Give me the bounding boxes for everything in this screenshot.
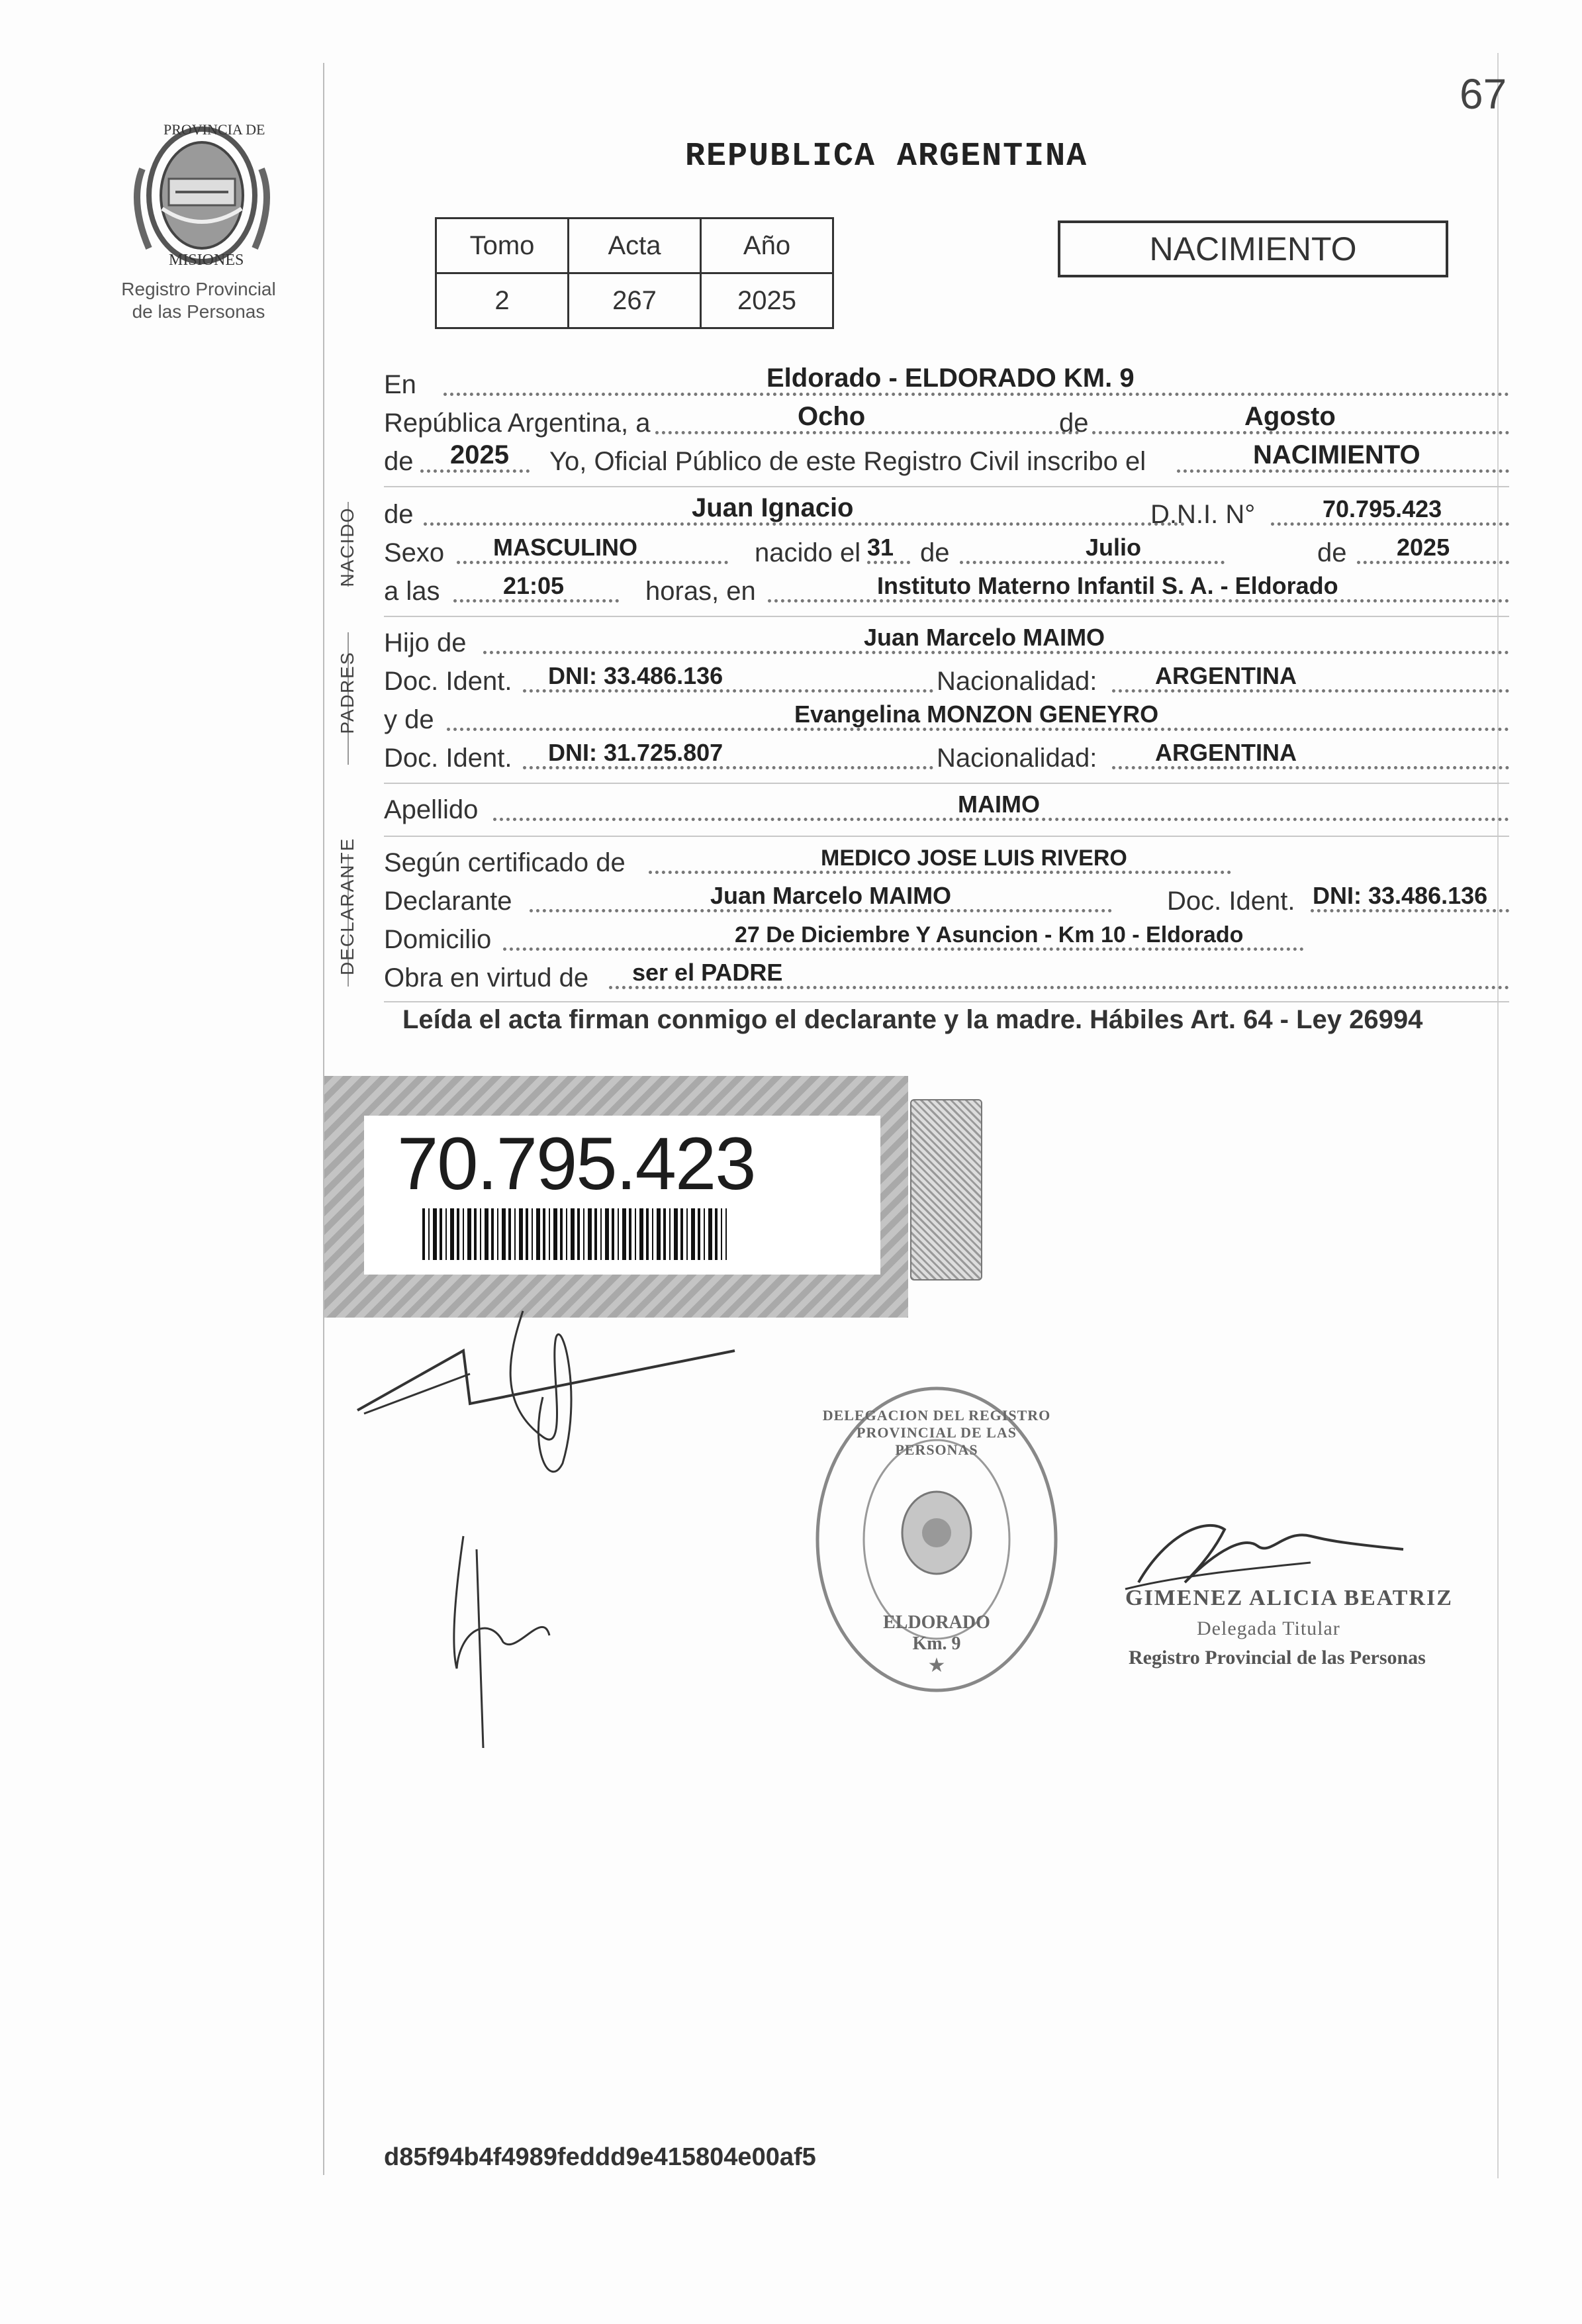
page-title: REPUBLICA ARGENTINA: [685, 138, 1088, 175]
value-surname: MAIMO: [958, 791, 1040, 818]
value-year: 2025: [450, 440, 509, 469]
row-certificate: [384, 841, 1509, 881]
value-child-dni: 70.795.423: [1323, 495, 1442, 522]
label-de: de: [384, 500, 414, 529]
row-date: [384, 401, 1509, 441]
value-child-name: Juan Ignacio: [692, 493, 854, 522]
label-segun: Según certificado de: [384, 848, 626, 877]
official-name: GIMENEZ ALICIA BEATRIZ: [1125, 1586, 1453, 1610]
stamp-bottom-text: ELDORADO Km. 9: [883, 1612, 990, 1654]
value-address: 27 De Diciembre Y Asuncion - Km 10 - Eldorado: [735, 922, 1244, 947]
row-surname: [384, 788, 1509, 828]
closing-note: Leída el acta firman conmigo el declarante y la madre. Hábiles Art. 64 - Ley 26994: [402, 1005, 1423, 1034]
label-nacionalidad: Nacionalidad:: [937, 667, 1097, 696]
document-hash: d85f94b4f4989feddd9e415804e00af5: [384, 2143, 816, 2171]
value-birth-day: 31: [867, 534, 894, 561]
record-table-header-cell: Año: [701, 218, 833, 273]
value-place: Eldorado - ELDORADO KM. 9: [767, 363, 1135, 393]
value-birth-month: Julio: [1086, 534, 1142, 561]
row-mother-doc: [384, 736, 1509, 776]
section-divider: [384, 1001, 1509, 1002]
value-mother-nationality: ARGENTINA: [1155, 739, 1297, 766]
label-doc-ident: Doc. Ident.: [384, 667, 512, 696]
registry-label: [99, 278, 298, 323]
hologram-seal: [910, 1099, 982, 1281]
value-father-name: Juan Marcelo MAIMO: [864, 624, 1105, 651]
label-yo: Yo, Oficial Público de este Registro Civil inscribo el: [549, 447, 1146, 476]
row-child: [384, 493, 1509, 532]
label-declarante: Declarante: [384, 887, 512, 916]
value-certificate-by: MEDICO JOSE LUIS RIVERO: [821, 846, 1127, 871]
label-horas-en: horas, en: [645, 577, 756, 606]
seal-text-bottom: MISIONES: [169, 252, 244, 269]
label-obra: Obra en virtud de: [384, 963, 589, 993]
section-divider: [384, 486, 1509, 487]
record-table-header-cell: Acta: [569, 218, 701, 273]
label-nacido-el: nacido el: [755, 538, 861, 567]
label-de: de: [384, 447, 414, 476]
provincial-seal: [122, 116, 281, 281]
id-sticker-label-area: [364, 1116, 880, 1275]
side-label-declarante: DECLARANTE: [337, 837, 357, 975]
label-sexo: Sexo: [384, 538, 445, 567]
label-republica: República Argentina, a: [384, 409, 651, 438]
record-table-cell: 267: [569, 273, 701, 328]
value-birth-year: 2025: [1397, 534, 1450, 561]
label-apellido: Apellido: [384, 795, 479, 824]
page-number: 67: [1460, 70, 1507, 118]
side-label-nacido: NACIDO: [337, 507, 357, 587]
value-birth-place: Instituto Materno Infantil S. A. - Eldorado: [877, 572, 1338, 599]
record-table-header: [436, 218, 833, 273]
record-table-header-cell: Tomo: [436, 218, 569, 273]
official-role: Delegada Titular: [1197, 1618, 1340, 1639]
barcode: [422, 1208, 727, 1260]
value-month: Agosto: [1244, 402, 1336, 431]
dotted-line: [655, 431, 1079, 434]
value-father-nationality: ARGENTINA: [1155, 662, 1297, 689]
label-de: de: [920, 538, 950, 567]
section-divider: [384, 783, 1509, 784]
value-father-doc: DNI: 33.486.136: [548, 662, 723, 689]
section-divider: [384, 616, 1509, 617]
row-mother: [384, 698, 1509, 738]
label-hijo-de: Hijo de: [384, 628, 467, 657]
value-declarant-doc: DNI: 33.486.136: [1313, 882, 1488, 909]
id-sticker-number: 70.795.423: [397, 1122, 755, 1205]
official-stamp: [811, 1380, 1062, 1698]
label-domicilio: Domicilio: [384, 925, 492, 954]
label-a-las: a las: [384, 577, 440, 606]
record-table: [435, 217, 834, 329]
id-sticker: [324, 1076, 908, 1318]
row-place: [384, 363, 1509, 403]
label-y-de: y de: [384, 705, 434, 734]
seal-text-top: PROVINCIA DE: [163, 121, 265, 138]
stamp-ring-text: DELEGACION DEL REGISTRO PROVINCIAL DE LAS PERSONAS: [822, 1407, 1051, 1458]
label-doc-ident: Doc. Ident.: [384, 744, 512, 773]
section-divider: [384, 836, 1509, 837]
registry-label-line2: de las Personas: [132, 301, 265, 322]
row-father-doc: [384, 659, 1509, 699]
value-act-type: NACIMIENTO: [1253, 440, 1420, 469]
value-birth-time: 21:05: [503, 572, 565, 599]
value-day-words: Ocho: [798, 402, 866, 431]
row-declarant: [384, 879, 1509, 919]
row-capacity: [384, 956, 1509, 996]
row-address: [384, 918, 1509, 957]
record-table-cell: 2025: [701, 273, 833, 328]
declarant-signature: [344, 1298, 755, 1748]
label-de: de: [1317, 538, 1347, 567]
record-table-cell: 2: [436, 273, 569, 328]
value-mother-doc: DNI: 31.725.807: [548, 739, 723, 766]
label-de: de: [1059, 409, 1089, 438]
label-en: En: [384, 370, 416, 399]
row-time-place: [384, 569, 1509, 609]
value-sex: MASCULINO: [493, 534, 637, 561]
svg-text:★: ★: [927, 1654, 946, 1677]
registry-label-line1: Registro Provincial: [121, 279, 276, 299]
side-label-padres: PADRES: [337, 651, 357, 734]
row-sex-birth: [384, 531, 1509, 571]
label-nacionalidad: Nacionalidad:: [937, 744, 1097, 773]
record-table-values: [436, 273, 833, 328]
label-dni: D.N.I. N°: [1150, 500, 1256, 529]
label-doc-ident: Doc. Ident.: [1167, 887, 1295, 916]
row-registration: [384, 440, 1509, 479]
value-mother-name: Evangelina MONZON GENEYRO: [794, 701, 1159, 728]
value-capacity: ser el PADRE: [632, 959, 783, 986]
value-declarant-name: Juan Marcelo MAIMO: [710, 882, 952, 909]
row-father: [384, 621, 1509, 661]
record-type-box: NACIMIENTO: [1058, 220, 1448, 277]
official-registry: Registro Provincial de las Personas: [1129, 1647, 1426, 1669]
